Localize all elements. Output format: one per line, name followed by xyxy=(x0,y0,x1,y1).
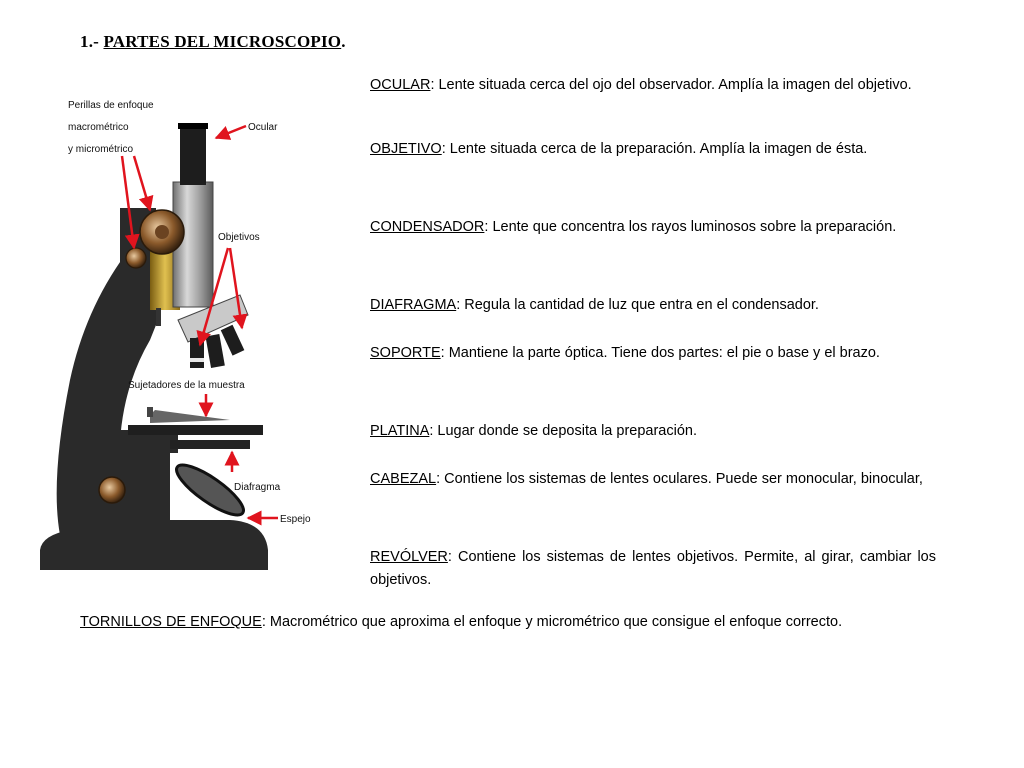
definition-item xyxy=(370,420,936,443)
definition-term: CONDENSADOR xyxy=(370,219,485,235)
definition-term: PLATINA xyxy=(370,423,430,439)
stage xyxy=(128,425,263,435)
eyepiece-rim xyxy=(178,123,208,129)
base-knob xyxy=(99,477,125,503)
fine-focus-knob xyxy=(126,248,146,268)
section-heading xyxy=(80,32,346,52)
definition-term: DIAFRAGMA xyxy=(370,297,457,313)
microscope-figure xyxy=(30,80,360,590)
coarse-knob-center xyxy=(155,225,169,239)
label-objetivos: Objetivos xyxy=(218,232,260,243)
definition-item xyxy=(370,294,936,317)
label-diafragma: Diafragma xyxy=(234,482,281,493)
definition-term: REVÓLVER xyxy=(370,549,448,565)
label-espejo: Espejo xyxy=(280,514,311,525)
label-perillas-3: y micrométrico xyxy=(68,144,134,155)
heading-suffix: . xyxy=(341,32,346,51)
definition-item xyxy=(370,74,936,97)
slide-clip xyxy=(150,410,230,423)
arrow-micro xyxy=(134,156,150,210)
definition-text: : Lente que concentra los rayos luminosos sobre la preparación. xyxy=(484,219,897,235)
definition-item xyxy=(370,138,936,161)
objective-3 xyxy=(221,325,245,356)
microscope-illustration xyxy=(30,80,360,590)
definition-text: : Mantiene la parte óptica. Tiene dos partes: el pie o base y el brazo. xyxy=(440,345,880,361)
label-perillas-2: macrométrico xyxy=(68,122,129,133)
label-ocular: Ocular xyxy=(248,122,278,133)
definition-text: : Lente situada cerca de la preparación. Amplía la imagen de ésta. xyxy=(441,141,868,157)
eyepiece xyxy=(180,125,206,185)
heading-number: 1.- xyxy=(80,32,100,51)
fine-screw xyxy=(156,308,161,326)
definition-term: SOPORTE xyxy=(370,345,441,361)
clip-post xyxy=(147,407,153,417)
definition-item xyxy=(370,546,936,592)
condenser-plate xyxy=(170,440,250,449)
label-perillas-1: Perillas de enfoque xyxy=(68,100,154,111)
definition-term: OBJETIVO xyxy=(370,141,442,157)
definition-term: OCULAR xyxy=(370,77,431,93)
bottom-definition xyxy=(80,611,936,634)
label-sujetadores: Sujetadores de la muestra xyxy=(128,380,245,391)
definition-text: : Lente situada cerca del ojo del observador. Amplía la imagen del objetivo. xyxy=(430,77,912,93)
objective-band xyxy=(190,358,204,362)
bottom-definition-text: : Macrométrico que aproxima el enfoque y micrométrico que consigue el enfoque correcto. xyxy=(261,614,843,630)
bottom-definition-term: TORNILLOS DE ENFOQUE xyxy=(80,614,262,630)
objective-2 xyxy=(206,334,225,368)
definition-text: : Contiene los sistemas de lentes oculares. Puede ser monocular, binocular, xyxy=(436,471,923,487)
definition-text: : Lugar donde se deposita la preparación. xyxy=(429,423,697,439)
definition-item xyxy=(370,216,936,239)
definition-text: : Regula la cantidad de luz que entra en el condensador. xyxy=(456,297,819,313)
definition-item xyxy=(370,342,936,365)
definition-term: CABEZAL xyxy=(370,471,437,487)
heading-title: PARTES DEL MICROSCOPIO xyxy=(103,32,342,51)
definition-item xyxy=(370,468,936,491)
definition-text: : Contiene los sistemas de lentes objetivos. Permite, al girar, cambiar los objetivos. xyxy=(370,549,936,588)
arrow-ocular xyxy=(216,126,246,138)
